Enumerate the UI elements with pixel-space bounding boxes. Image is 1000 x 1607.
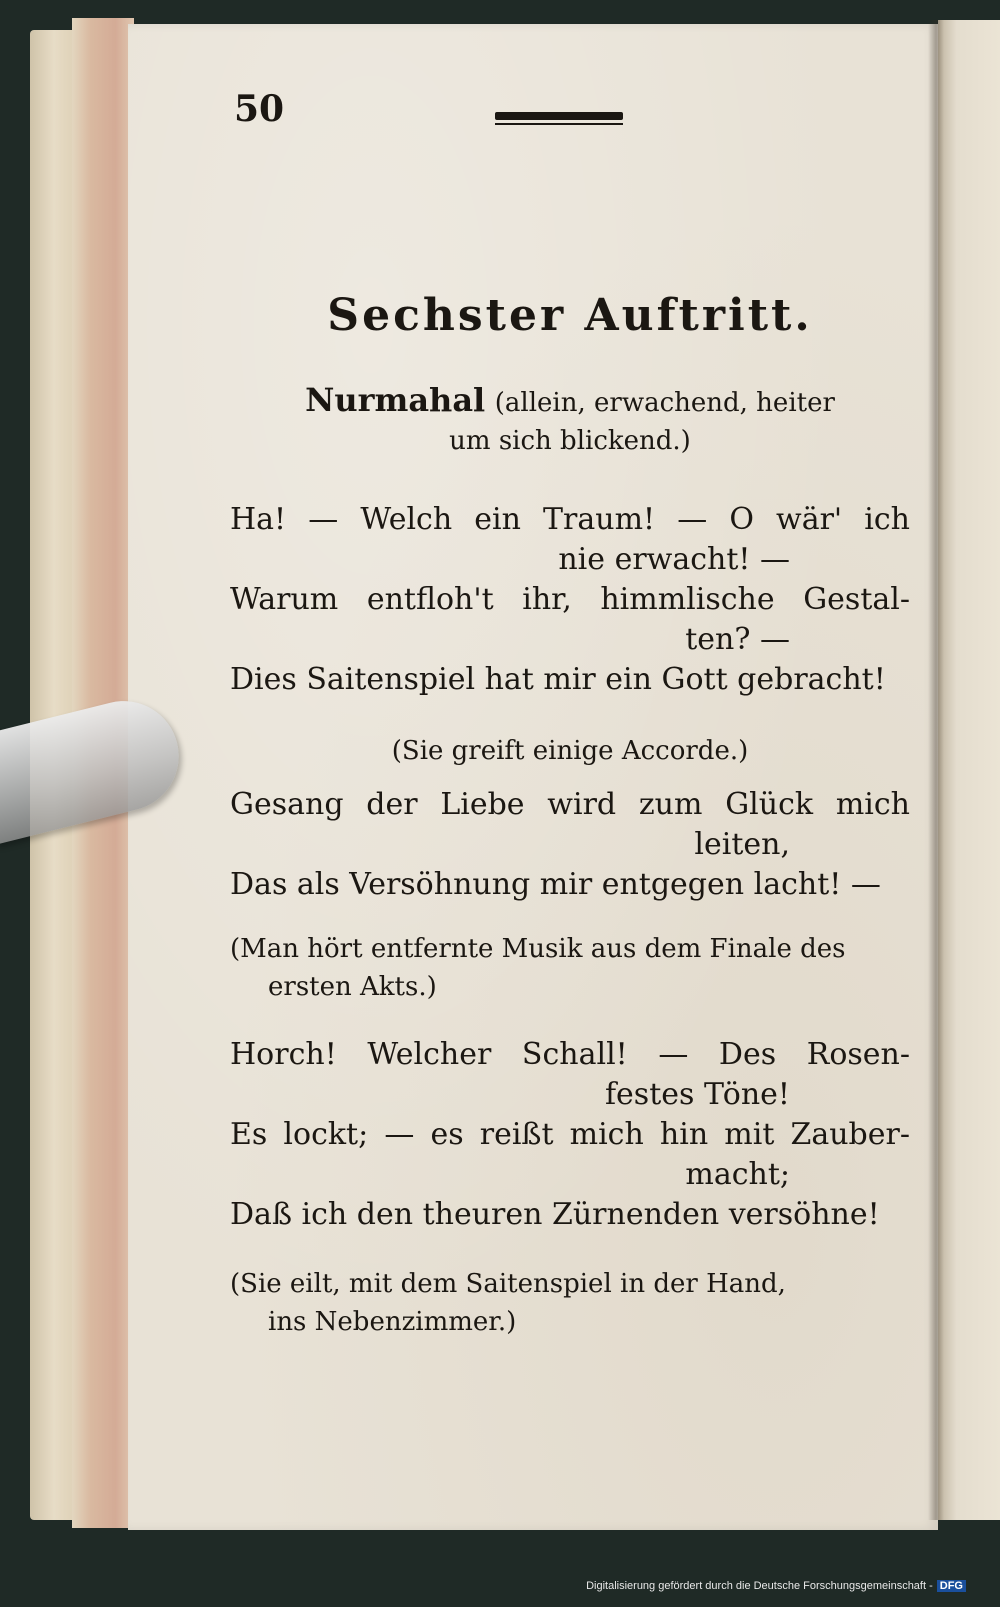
header-rule (495, 112, 623, 120)
verse-line: leiten, (694, 827, 790, 862)
stage-direction-block (230, 1265, 910, 1341)
scene-title: Sechster Auftritt. (327, 290, 813, 341)
stage-direction: (Man hört entfernte Musik aus dem Finale des (230, 934, 846, 964)
credit-text: Digitalisierung gefördert durch die Deutsche Forschungsgemeinschaft - (586, 1580, 933, 1592)
page-content (230, 80, 910, 1337)
speaker-name: Nurmahal (305, 381, 486, 419)
dfg-logo: DFG (937, 1580, 966, 1592)
verse-block-2 (230, 785, 910, 905)
facing-page-edge (938, 20, 1000, 1520)
verse-line: Ha! — Welch ein Traum! — O wär' ich (230, 502, 910, 537)
stage-direction: (allein, erwachend, heiter (494, 388, 835, 418)
verse-line: Warum entfloh't ihr, himmlische Gestal- (230, 582, 910, 617)
verse-line: festes Töne! (604, 1077, 790, 1112)
footer-credit (586, 1580, 966, 1592)
stage-direction: (Sie greift einige Accorde.) (391, 736, 749, 766)
spine-shadow (928, 20, 944, 1520)
stage-direction-block (230, 930, 910, 1006)
verse-block-1 (230, 500, 910, 700)
verse-line: Horch! Welcher Schall! — Des Rosen- (230, 1037, 910, 1072)
verse-line: Dies Saitenspiel hat mir ein Gott gebracht! (230, 662, 886, 697)
verse-line: nie erwacht! — (558, 542, 790, 577)
page-header (230, 80, 910, 140)
verse-line: Es lockt; — es reißt mich hin mit Zauber- (230, 1117, 910, 1152)
stage-direction: ins Nebenzimmer.) (268, 1307, 517, 1337)
verse-line: Gesang der Liebe wird zum Glück mich (230, 787, 910, 822)
stage-direction: um sich blickend.) (449, 426, 691, 456)
verse-line: Daß ich den theuren Zürnenden versöhne! (230, 1197, 880, 1232)
verse-line: Das als Versöhnung mir entgegen lacht! — (230, 867, 881, 902)
verse-line: ten? — (685, 622, 790, 657)
verse-block-3 (230, 1035, 910, 1235)
page-number: 50 (234, 88, 285, 130)
stage-direction: (Sie eilt, mit dem Saitenspiel in der Hand, (230, 1269, 786, 1299)
speaker-intro (230, 380, 910, 460)
stage-direction: ersten Akts.) (268, 972, 437, 1002)
speaker-line (230, 380, 910, 422)
verse-line: macht; (685, 1157, 790, 1192)
